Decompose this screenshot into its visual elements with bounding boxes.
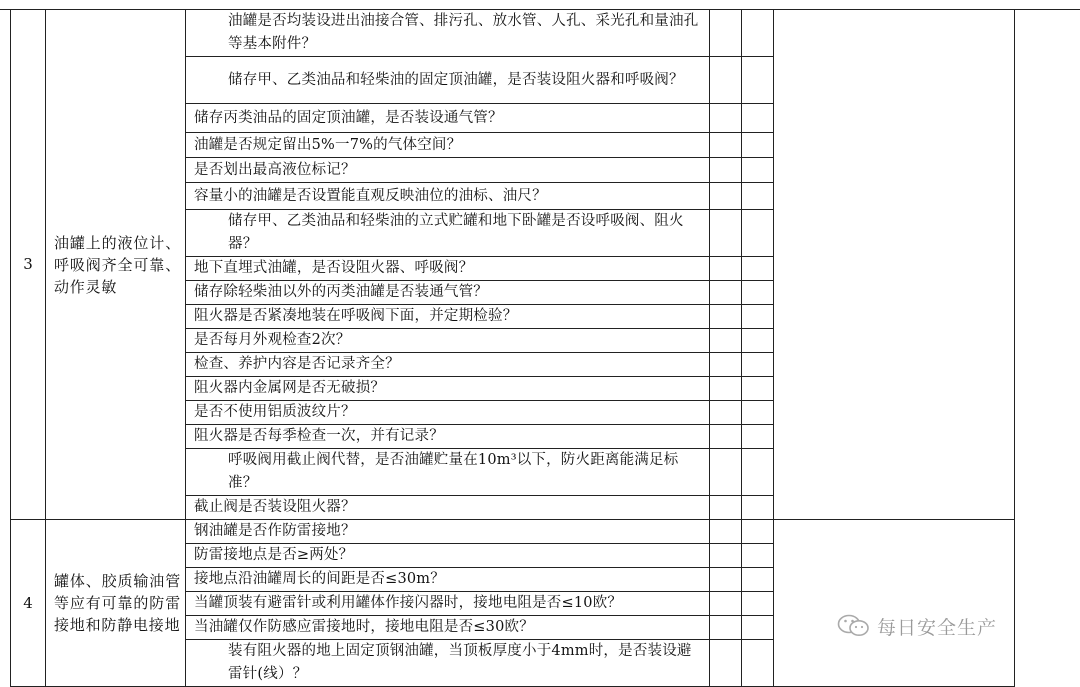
- check-question-text: 阻火器内金属网是否无破损？: [194, 380, 386, 396]
- check-question-text: 呼吸阀用截止阀代替，是否油罐贮量在10m³以下，防火距离能满足标准？: [228, 452, 679, 491]
- no-check-cell[interactable]: [742, 496, 774, 520]
- yes-check-cell[interactable]: [710, 401, 742, 425]
- yes-check-cell[interactable]: [710, 353, 742, 377]
- no-check-cell[interactable]: [742, 329, 774, 353]
- no-check-cell[interactable]: [742, 425, 774, 449]
- check-question-text: 地下直埋式油罐，是否设阻火器、呼吸阀？: [194, 260, 474, 276]
- check-question: [186, 496, 710, 520]
- check-question-text: 油罐是否均装设进出油接合管、排污孔、放水管、人孔、采光孔和量油孔等基本附件？: [228, 13, 699, 52]
- no-check-cell[interactable]: [742, 616, 774, 640]
- yes-check-cell[interactable]: [710, 10, 742, 57]
- no-check-cell[interactable]: [742, 257, 774, 281]
- check-question: [186, 329, 710, 353]
- no-check-cell[interactable]: [742, 449, 774, 496]
- yes-check-cell[interactable]: [710, 104, 742, 133]
- section-number: 3: [11, 10, 46, 520]
- yes-check-cell[interactable]: [710, 544, 742, 568]
- check-question: [186, 449, 710, 496]
- check-question: [186, 257, 710, 281]
- yes-check-cell[interactable]: [710, 592, 742, 616]
- no-check-cell[interactable]: [742, 592, 774, 616]
- remarks-cell[interactable]: [774, 10, 1015, 520]
- check-question: [186, 616, 710, 640]
- yes-check-cell[interactable]: [710, 133, 742, 158]
- check-question: [186, 183, 710, 210]
- yes-check-cell[interactable]: [710, 640, 742, 687]
- check-question-text: 检查、养护内容是否记录齐全？: [194, 356, 400, 372]
- check-question-text: 阻火器是否每季检查一次，并有记录？: [194, 428, 444, 444]
- check-question: [186, 210, 710, 257]
- no-check-cell[interactable]: [742, 183, 774, 210]
- table-row: [11, 10, 1015, 57]
- check-question: [186, 57, 710, 104]
- yes-check-cell[interactable]: [710, 425, 742, 449]
- check-question-text: 容量小的油罐是否设置能直观反映油位的油标、油尺？: [194, 187, 547, 204]
- check-question-text: 接地点沿油罐周长的间距是否≤30m？: [194, 571, 445, 587]
- check-question: [186, 281, 710, 305]
- check-question: [186, 377, 710, 401]
- check-item: 油罐上的液位计、呼吸阀齐全可靠、动作灵敏: [46, 10, 186, 520]
- no-check-cell[interactable]: [742, 57, 774, 104]
- yes-check-cell[interactable]: [710, 305, 742, 329]
- check-question-text: 截止阀是否装设阻火器？: [194, 499, 356, 515]
- table-row: [11, 520, 1015, 544]
- check-question-text: 是否划出最高液位标记？: [194, 161, 356, 178]
- yes-check-cell[interactable]: [710, 281, 742, 305]
- no-check-cell[interactable]: [742, 401, 774, 425]
- yes-check-cell[interactable]: [710, 329, 742, 353]
- no-check-cell[interactable]: [742, 353, 774, 377]
- section-number: 4: [11, 520, 46, 687]
- yes-check-cell[interactable]: [710, 183, 742, 210]
- check-question: [186, 305, 710, 329]
- check-item: 罐体、胶质输油管等应有可靠的防雷接地和防静电接地: [46, 520, 186, 687]
- no-check-cell[interactable]: [742, 10, 774, 57]
- check-question-text: 储存甲、乙类油品和轻柴油的立式贮罐和地下卧罐是否设呼吸阀、阻火器？: [228, 213, 684, 252]
- no-check-cell[interactable]: [742, 377, 774, 401]
- safety-checklist-table: [10, 9, 1015, 687]
- check-question: [186, 544, 710, 568]
- check-question: [186, 10, 710, 57]
- no-check-cell[interactable]: [742, 640, 774, 687]
- check-question-text: 防雷接地点是否≥两处？: [194, 547, 354, 563]
- check-question-text: 是否不使用铝质波纹片？: [194, 404, 356, 420]
- no-check-cell[interactable]: [742, 133, 774, 158]
- check-question: [186, 104, 710, 133]
- no-check-cell[interactable]: [742, 104, 774, 133]
- check-question: [186, 640, 710, 687]
- no-check-cell[interactable]: [742, 210, 774, 257]
- no-check-cell[interactable]: [742, 568, 774, 592]
- no-check-cell[interactable]: [742, 544, 774, 568]
- watermark: [837, 611, 1057, 641]
- check-question-text: 储存甲、乙类油品和轻柴油的固定顶油罐，是否装设阻火器和呼吸阀？: [228, 71, 684, 88]
- check-question: [186, 568, 710, 592]
- yes-check-cell[interactable]: [710, 158, 742, 183]
- yes-check-cell[interactable]: [710, 520, 742, 544]
- yes-check-cell[interactable]: [710, 377, 742, 401]
- watermark-text: 每日安全生产: [877, 616, 998, 639]
- check-question-text: 油罐是否规定留出5%一7%的气体空间？: [194, 136, 462, 153]
- check-question-text: 是否每月外观检查2次？: [194, 332, 351, 348]
- check-question: [186, 401, 710, 425]
- check-question-text: 钢油罐是否作防雷接地？: [194, 523, 356, 539]
- check-question-text: 当罐顶装有避雷针或利用罐体作接闪器时，接地电阻是否≤10欧？: [194, 595, 623, 611]
- yes-check-cell[interactable]: [710, 57, 742, 104]
- check-question-text: 储存丙类油品的固定顶油罐，是否装设通气管？: [194, 109, 503, 126]
- yes-check-cell[interactable]: [710, 210, 742, 257]
- wechat-icon: [837, 614, 871, 638]
- no-check-cell[interactable]: [742, 158, 774, 183]
- check-question-text: 储存除轻柴油以外的丙类油罐是否装通气管？: [194, 284, 488, 300]
- yes-check-cell[interactable]: [710, 616, 742, 640]
- yes-check-cell[interactable]: [710, 496, 742, 520]
- check-question: [186, 592, 710, 616]
- check-question-text: 装有阻火器的地上固定顶钢油罐，当顶板厚度小于4mm时，是否装设避雷针(线）？: [228, 643, 692, 682]
- no-check-cell[interactable]: [742, 520, 774, 544]
- check-question: [186, 133, 710, 158]
- remarks-cell[interactable]: [774, 520, 1015, 687]
- check-question-text: 阻火器是否紧凑地装在呼吸阀下面，并定期检验？: [194, 308, 518, 324]
- check-question: [186, 425, 710, 449]
- check-question: [186, 353, 710, 377]
- no-check-cell[interactable]: [742, 305, 774, 329]
- check-question-text: 当油罐仅作防感应雷接地时，接地电阻是否≤30欧？: [194, 619, 534, 635]
- yes-check-cell[interactable]: [710, 257, 742, 281]
- yes-check-cell[interactable]: [710, 449, 742, 496]
- check-question: [186, 520, 710, 544]
- yes-check-cell[interactable]: [710, 568, 742, 592]
- check-question: [186, 158, 710, 183]
- no-check-cell[interactable]: [742, 281, 774, 305]
